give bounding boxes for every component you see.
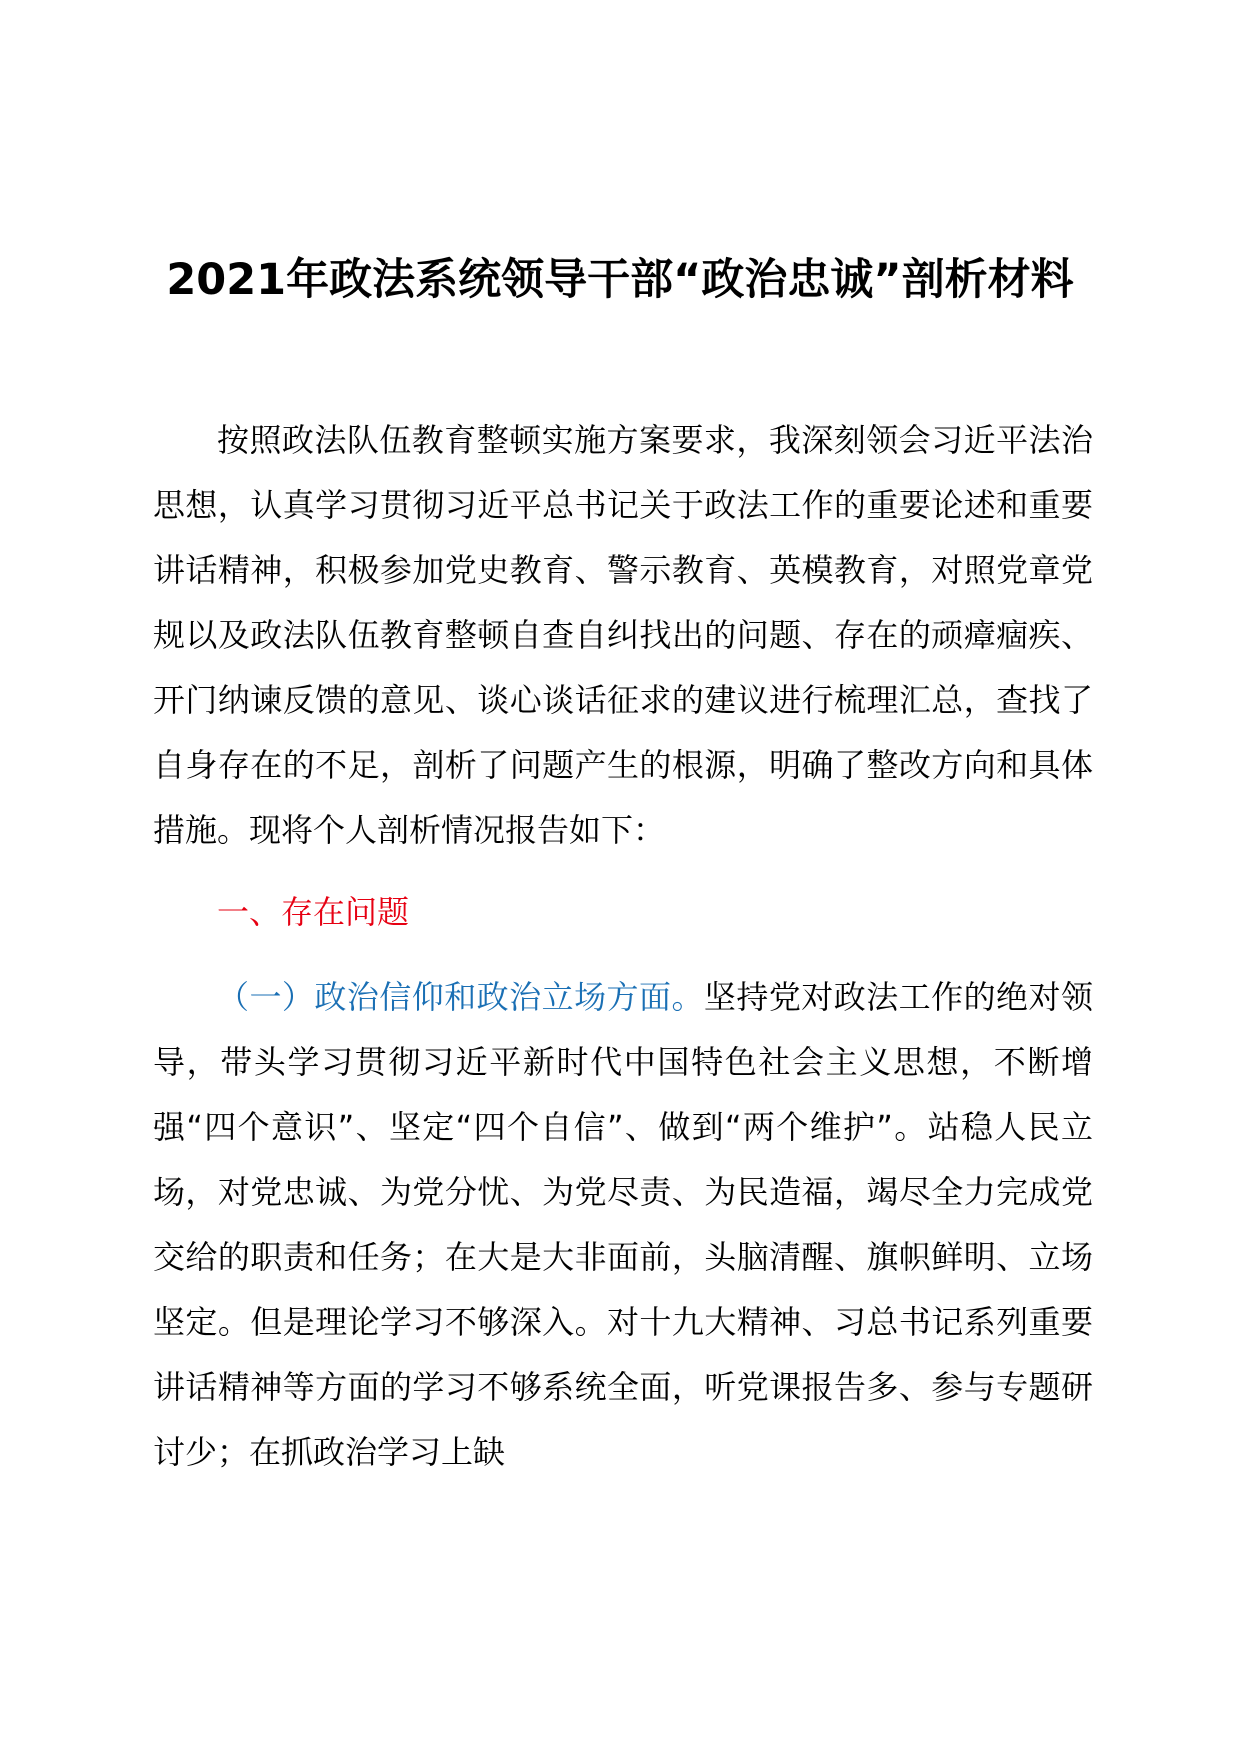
document-title: 2021年政法系统领导干部“政治忠诚”剖析材料 [166, 255, 1074, 305]
section-heading-problems: 一、存在问题 [217, 893, 410, 931]
subsection-body-text: 坚持党对政法工作的绝对领导，带头学习贯彻习近平新时代中国特色社会主义思想，不断增强“四个意识”、坚定“四个自信”、做到“两个维护”。站稳人民立场，对党忠诚、为党分忧、为党尽责、为民造福，竭尽全力完成党交给的职责和任务；在大是大非面前，头脑清醒、旗帜鲜明、立场坚定。但是理论学习不够深入。对十九大精神、习总书记系列重要讲话精神等方面的学习不够系统全面，听党课报告多、参与专题研讨少；在抓政治学习上缺 [153, 978, 1093, 1471]
subsection-heading-political-belief: （一）政治信仰和政治立场方面。 [217, 978, 704, 1016]
subsection-paragraph [153, 965, 1093, 1485]
intro-paragraph: 按照政法队伍教育整顿实施方案要求，我深刻领会习近平法治思想，认真学习贯彻习近平总书记关于政法工作的重要论述和重要讲话精神，积极参加党史教育、警示教育、英模教育，对照党章党规以及政法队伍教育整顿自查自纠找出的问题、存在的顽瘴痼疾、开门纳谏反馈的意见、谈心谈话征求的建议进行梳理汇总，查找了自身存在的不足，剖析了问题产生的根源，明确了整改方向和具体措施。现将个人剖析情况报告如下： [153, 421, 1093, 849]
